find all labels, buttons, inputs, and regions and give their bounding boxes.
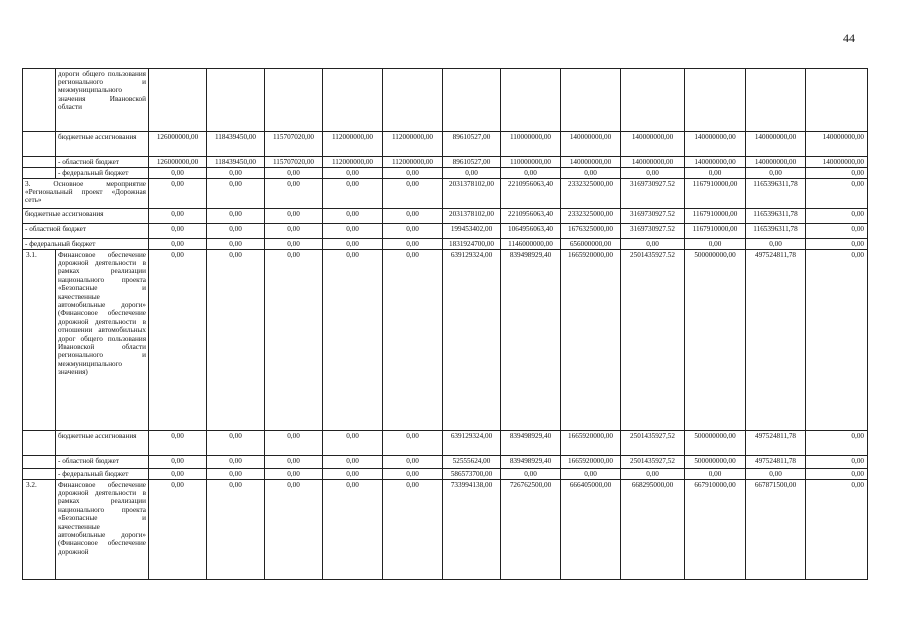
value-cell: 112000000,00: [383, 132, 443, 157]
value-cell: 0,00: [621, 239, 685, 250]
row-number: [23, 456, 56, 469]
value-cell: 115707020,00: [265, 132, 323, 157]
value-cell: 0,00: [323, 179, 383, 209]
value-cell: 0,00: [323, 250, 383, 431]
value-cell: 1665920000,00: [561, 456, 621, 469]
value-cell: 0,00: [806, 456, 868, 469]
value-cell: 0,00: [806, 469, 868, 480]
value-cell: 0,00: [207, 179, 265, 209]
value-cell: 2501435927.52: [621, 250, 685, 431]
value-cell: 667871500,00: [746, 480, 806, 580]
budget-table: [22, 68, 868, 580]
value-cell: 140000000,00: [746, 157, 806, 168]
value-cell: 140000000,00: [746, 132, 806, 157]
value-cell: 639129324,00: [443, 250, 501, 431]
value-cell: 112000000,00: [383, 157, 443, 168]
value-cell: 0,00: [207, 431, 265, 456]
value-cell: 0,00: [806, 168, 868, 179]
value-cell: 0,00: [561, 168, 621, 179]
value-cell: [561, 69, 621, 132]
value-cell: 0,00: [265, 250, 323, 431]
value-cell: 0,00: [383, 224, 443, 239]
value-cell: 726762500,00: [501, 480, 561, 580]
value-cell: 0,00: [323, 431, 383, 456]
table-row: [23, 239, 868, 250]
value-cell: 839498929,40: [501, 456, 561, 469]
value-cell: [501, 69, 561, 132]
table-row: [23, 456, 868, 469]
row-description: 3. Основное мероприятие «Региональный проект «Дорожная сеть»: [23, 179, 149, 209]
value-cell: 140000000,00: [561, 157, 621, 168]
value-cell: 0,00: [265, 168, 323, 179]
value-cell: 0,00: [207, 469, 265, 480]
value-cell: 839498929,40: [501, 250, 561, 431]
row-description: Финансовое обеспечение дорожной деятельности в рамках реализации национального проекта «Безопасные и качественные автомобильные дороги» (Финансовое обеспечение дорожной: [56, 480, 149, 580]
value-cell: 0,00: [383, 480, 443, 580]
value-cell: 1165396311,78: [746, 224, 806, 239]
table-row: [23, 224, 868, 239]
value-cell: 1146000000,00: [501, 239, 561, 250]
value-cell: 0,00: [149, 456, 207, 469]
table-row: [23, 250, 868, 431]
value-cell: [383, 69, 443, 132]
value-cell: 199453402,00: [443, 224, 501, 239]
value-cell: 1064956063,40: [501, 224, 561, 239]
value-cell: 0,00: [621, 168, 685, 179]
value-cell: 0,00: [806, 239, 868, 250]
value-cell: 0,00: [265, 224, 323, 239]
value-cell: 0,00: [685, 469, 746, 480]
value-cell: 0,00: [149, 179, 207, 209]
value-cell: 52555624,00: [443, 456, 501, 469]
value-cell: 126000000,00: [149, 132, 207, 157]
row-number: [23, 132, 56, 157]
value-cell: 0,00: [265, 209, 323, 224]
value-cell: 0,00: [207, 224, 265, 239]
value-cell: 0,00: [149, 168, 207, 179]
row-description: - областной бюджет: [23, 224, 149, 239]
value-cell: [207, 69, 265, 132]
value-cell: 668295000,00: [621, 480, 685, 580]
row-number: 3.2.: [23, 480, 56, 580]
value-cell: 0,00: [149, 239, 207, 250]
value-cell: 112000000,00: [323, 157, 383, 168]
value-cell: 0,00: [383, 250, 443, 431]
table-row: [23, 469, 868, 480]
value-cell: 0,00: [746, 469, 806, 480]
value-cell: 666405000,00: [561, 480, 621, 580]
value-cell: 0,00: [443, 168, 501, 179]
value-cell: 0,00: [746, 168, 806, 179]
value-cell: 0,00: [383, 431, 443, 456]
value-cell: 0,00: [265, 480, 323, 580]
value-cell: 0,00: [323, 239, 383, 250]
row-description: бюджетные ассигнования: [23, 209, 149, 224]
value-cell: 497524811,78: [746, 431, 806, 456]
value-cell: 497524811,78: [746, 250, 806, 431]
value-cell: 1167910000,00: [685, 209, 746, 224]
value-cell: 500000000,00: [685, 250, 746, 431]
value-cell: 0,00: [207, 250, 265, 431]
value-cell: 586573700,00: [443, 469, 501, 480]
value-cell: 0,00: [207, 168, 265, 179]
row-number: [23, 168, 56, 179]
row-number: [23, 431, 56, 456]
table-row: [23, 480, 868, 580]
value-cell: 0,00: [323, 224, 383, 239]
value-cell: [621, 69, 685, 132]
value-cell: 0,00: [501, 469, 561, 480]
value-cell: 118439450,00: [207, 157, 265, 168]
value-cell: 0,00: [383, 239, 443, 250]
value-cell: 0,00: [207, 209, 265, 224]
value-cell: 3169730927.52: [621, 224, 685, 239]
value-cell: 500000000,00: [685, 456, 746, 469]
value-cell: 0,00: [265, 469, 323, 480]
value-cell: 2501435927,52: [621, 456, 685, 469]
value-cell: [323, 69, 383, 132]
value-cell: 0,00: [383, 469, 443, 480]
value-cell: 0,00: [207, 239, 265, 250]
value-cell: 0,00: [149, 250, 207, 431]
value-cell: 0,00: [806, 250, 868, 431]
value-cell: 0,00: [323, 480, 383, 580]
value-cell: 0,00: [383, 179, 443, 209]
value-cell: 89610527,00: [443, 132, 501, 157]
value-cell: 2332325000,00: [561, 179, 621, 209]
value-cell: 0,00: [265, 179, 323, 209]
value-cell: 0,00: [265, 239, 323, 250]
value-cell: 667910000,00: [685, 480, 746, 580]
row-description: Финансовое обеспечение дорожной деятельности в рамках реализации национального проекта «Безопасные и качественные автомобильные дороги» (Финансовое обеспечение дорожной деятельности в отношении автомобильных дорог общего пользования Ивановской области регионального и межмуниципального значения): [56, 250, 149, 431]
value-cell: 112000000,00: [323, 132, 383, 157]
table-row: [23, 157, 868, 168]
value-cell: [265, 69, 323, 132]
value-cell: 140000000,00: [806, 132, 868, 157]
row-description: - областной бюджет: [56, 157, 149, 168]
value-cell: 0,00: [149, 480, 207, 580]
value-cell: 0,00: [383, 168, 443, 179]
value-cell: 497524811,78: [746, 456, 806, 469]
table-row: [23, 69, 868, 132]
value-cell: 0,00: [806, 431, 868, 456]
value-cell: 839498929,40: [501, 431, 561, 456]
value-cell: 140000000,00: [621, 157, 685, 168]
value-cell: 0,00: [149, 209, 207, 224]
table-body: [23, 69, 868, 580]
row-description: бюджетные ассигнования: [56, 431, 149, 456]
value-cell: 1165396311,78: [746, 179, 806, 209]
value-cell: 3169730927.52: [621, 209, 685, 224]
value-cell: [149, 69, 207, 132]
table-row: [23, 168, 868, 179]
value-cell: 0,00: [806, 480, 868, 580]
value-cell: 0,00: [323, 209, 383, 224]
value-cell: 0,00: [501, 168, 561, 179]
value-cell: [443, 69, 501, 132]
value-cell: 140000000,00: [685, 157, 746, 168]
value-cell: 118439450,00: [207, 132, 265, 157]
row-description: - федеральный бюджет: [56, 469, 149, 480]
value-cell: 1167910000,00: [685, 179, 746, 209]
value-cell: [685, 69, 746, 132]
value-cell: 500000000,00: [685, 431, 746, 456]
value-cell: 126000000,00: [149, 157, 207, 168]
value-cell: 1665920000,00: [561, 250, 621, 431]
value-cell: 0,00: [149, 469, 207, 480]
value-cell: 0,00: [685, 168, 746, 179]
value-cell: 0,00: [323, 456, 383, 469]
row-number: 3.1.: [23, 250, 56, 431]
value-cell: 733994138,00: [443, 480, 501, 580]
value-cell: 89610527,00: [443, 157, 501, 168]
value-cell: 0,00: [383, 456, 443, 469]
row-description: бюджетные ассигнования: [56, 132, 149, 157]
value-cell: 656000000,00: [561, 239, 621, 250]
table-row: [23, 132, 868, 157]
value-cell: 0,00: [806, 209, 868, 224]
value-cell: [806, 69, 868, 132]
value-cell: 140000000,00: [561, 132, 621, 157]
value-cell: 0,00: [746, 239, 806, 250]
value-cell: 2501435927,52: [621, 431, 685, 456]
value-cell: 140000000,00: [685, 132, 746, 157]
row-description: - федеральный бюджет: [23, 239, 149, 250]
value-cell: 2332325000,00: [561, 209, 621, 224]
table-row: [23, 431, 868, 456]
value-cell: 0,00: [806, 179, 868, 209]
value-cell: 110000000,00: [501, 157, 561, 168]
value-cell: 140000000,00: [621, 132, 685, 157]
value-cell: 1665920000,00: [561, 431, 621, 456]
value-cell: 0,00: [207, 456, 265, 469]
value-cell: 115707020,00: [265, 157, 323, 168]
row-description: - федеральный бюджет: [56, 168, 149, 179]
value-cell: 2031378102,00: [443, 179, 501, 209]
row-number: [23, 157, 56, 168]
value-cell: 0,00: [265, 456, 323, 469]
value-cell: 1676325000,00: [561, 224, 621, 239]
value-cell: 0,00: [149, 431, 207, 456]
table-row: [23, 179, 868, 209]
value-cell: 0,00: [207, 480, 265, 580]
table-row: [23, 209, 868, 224]
value-cell: 0,00: [383, 209, 443, 224]
row-number: [23, 69, 56, 132]
value-cell: [746, 69, 806, 132]
value-cell: 0,00: [561, 469, 621, 480]
page-number: 44: [843, 31, 855, 45]
value-cell: 1831924700,00: [443, 239, 501, 250]
value-cell: 0,00: [685, 239, 746, 250]
row-description: дороги общего пользования регионального и межмуниципального значения Ивановской области: [56, 69, 149, 132]
value-cell: 0,00: [323, 469, 383, 480]
value-cell: 0,00: [621, 469, 685, 480]
value-cell: 0,00: [806, 224, 868, 239]
row-number: [23, 469, 56, 480]
value-cell: 3169730927.52: [621, 179, 685, 209]
value-cell: 0,00: [149, 224, 207, 239]
value-cell: 2031378102,00: [443, 209, 501, 224]
value-cell: 1167910000,00: [685, 224, 746, 239]
value-cell: 2210956063,40: [501, 209, 561, 224]
value-cell: 639129324,00: [443, 431, 501, 456]
value-cell: 0,00: [265, 431, 323, 456]
value-cell: 2210956063,40: [501, 179, 561, 209]
value-cell: 0,00: [323, 168, 383, 179]
value-cell: 140000000,00: [806, 157, 868, 168]
value-cell: 1165396311,78: [746, 209, 806, 224]
value-cell: 110000000,00: [501, 132, 561, 157]
row-description: - областной бюджет: [56, 456, 149, 469]
